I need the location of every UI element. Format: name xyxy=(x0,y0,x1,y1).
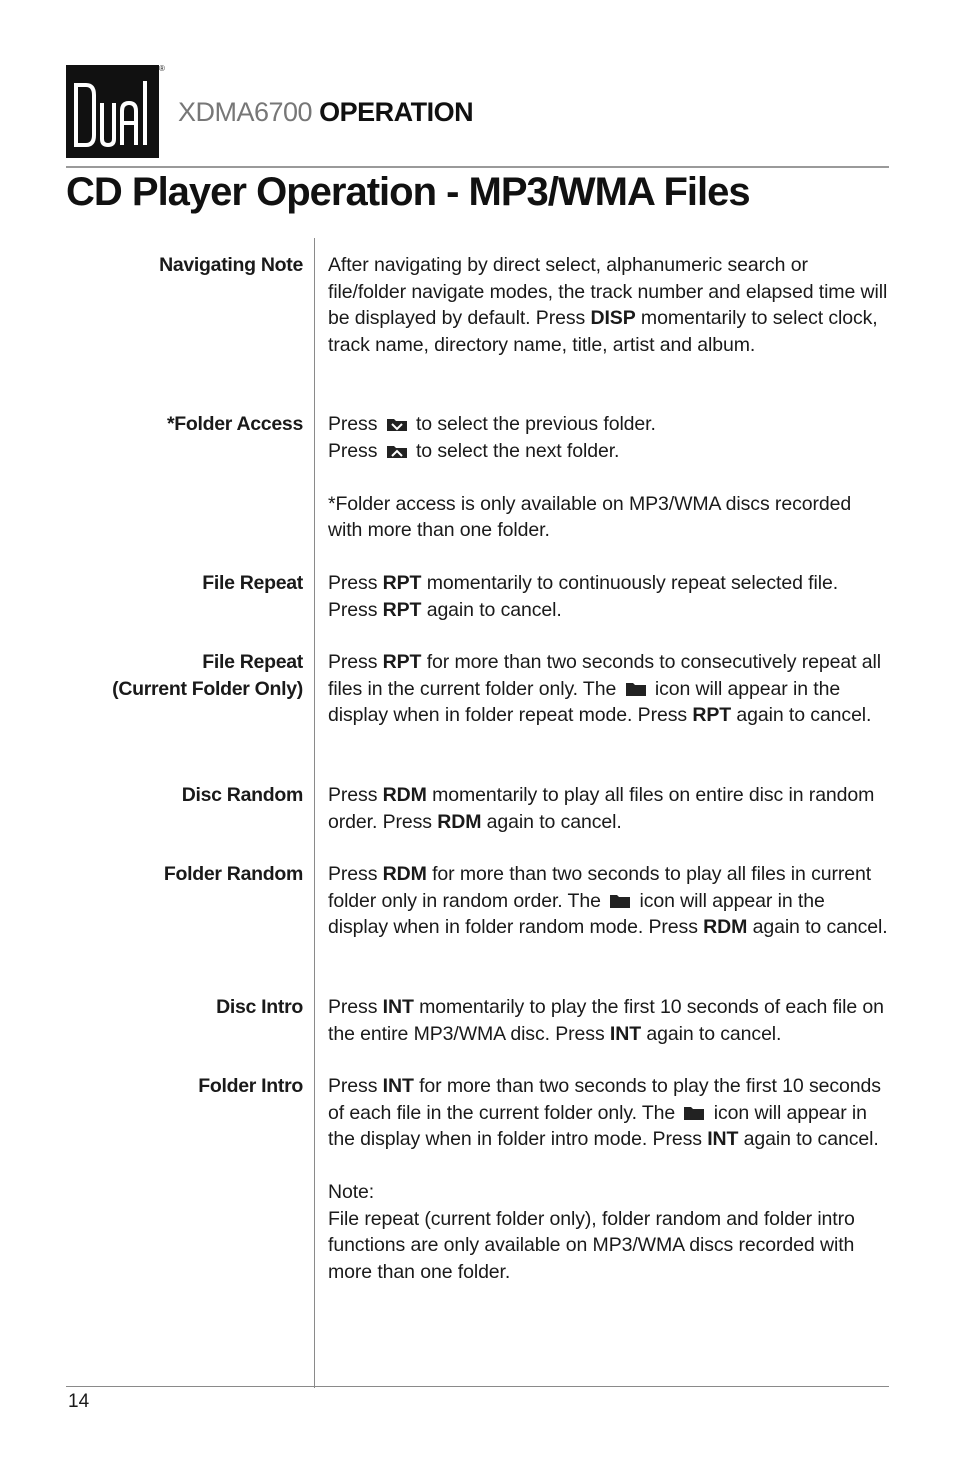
text-fragment: to select the previous folder. xyxy=(410,413,656,435)
text-file-repeat xyxy=(328,570,888,623)
text-disc-intro xyxy=(328,994,888,1047)
key-int: INT xyxy=(382,1075,414,1097)
text-fragment: Press xyxy=(328,651,383,673)
text-fragment: Press xyxy=(328,598,383,621)
text-fragment: Press xyxy=(328,413,383,435)
key-int: INT xyxy=(609,1022,642,1045)
label-disc-intro: Disc Intro xyxy=(216,996,303,1018)
key-rpt: RPT xyxy=(382,651,422,673)
folder-icon xyxy=(683,1105,705,1121)
label-file-repeat-folder xyxy=(112,649,303,702)
folder-icon xyxy=(625,681,647,697)
folder-access-note: *Folder access is only available on MP3/WMA discs recorded with more than one folder. xyxy=(328,492,852,541)
text-fragment: again to cancel. xyxy=(641,1022,782,1045)
label-line: File Repeat xyxy=(202,651,303,673)
folder-up-icon xyxy=(386,443,408,459)
text-fragment: for more than two seconds to consecutively repeat all files in the current folder only. The xyxy=(328,651,881,700)
note-body: File repeat (current folder only), folder random and folder intro functions are only available on MP3/WMA discs recorded with more than one folder. xyxy=(328,1207,855,1283)
text-fragment: again to cancel. xyxy=(747,916,888,938)
text-navigating-note xyxy=(328,252,888,358)
text-fragment: Press xyxy=(328,572,383,594)
text-fragment: momentarily to select clock, track name, directory name, title, artist and album. xyxy=(328,307,878,356)
key-int: INT xyxy=(707,1128,739,1150)
text-fragment: After navigating by direct select, alphanumeric search or file/folder navigate modes, the track number and elapsed time will be displayed by default. Press xyxy=(328,254,888,329)
text-disc-random xyxy=(328,782,888,835)
key-rdm: RDM xyxy=(437,810,482,833)
text-fragment: icon will appear in the display when in folder intro mode. Press xyxy=(328,1101,867,1150)
text-folder-access xyxy=(328,411,888,544)
label-file-repeat: File Repeat xyxy=(202,572,303,594)
registered-mark: ® xyxy=(159,64,165,73)
key-rpt: RPT xyxy=(692,704,732,726)
column-divider xyxy=(314,238,315,1388)
text-folder-random xyxy=(328,861,888,941)
text-file-repeat-folder xyxy=(328,649,888,729)
label-navigating-note: Navigating Note xyxy=(159,254,303,276)
text-fragment: again to cancel. xyxy=(731,704,872,726)
note-heading: Note: xyxy=(328,1181,375,1203)
dual-logo xyxy=(66,65,159,158)
page-number: 14 xyxy=(68,1391,90,1412)
page-title: CD Player Operation - MP3/WMA Files xyxy=(66,170,750,214)
header-rule xyxy=(66,166,889,168)
text-fragment: momentarily to play all files on entire disc in random order. Press xyxy=(328,784,875,833)
text-fragment: to select the next folder. xyxy=(410,439,620,462)
dual-logo-graphic xyxy=(66,65,159,158)
label-line: (Current Folder Only) xyxy=(112,677,303,700)
key-rpt: RPT xyxy=(382,572,422,594)
text-fragment: icon will appear in the display when in folder random mode. Press xyxy=(328,889,825,938)
text-fragment: Press xyxy=(328,863,383,885)
key-rdm: RDM xyxy=(703,916,748,938)
section-name: OPERATION xyxy=(319,97,474,127)
key-disp: DISP xyxy=(590,307,636,329)
label-folder-random: Folder Random xyxy=(163,863,303,885)
text-fragment: again to cancel. xyxy=(481,810,622,833)
key-rpt: RPT xyxy=(382,598,422,621)
text-fragment: Press xyxy=(328,1075,383,1097)
key-int: INT xyxy=(382,996,414,1018)
key-rdm: RDM xyxy=(382,863,427,885)
label-folder-intro: Folder Intro xyxy=(198,1075,303,1097)
text-folder-intro xyxy=(328,1073,888,1285)
text-fragment: momentarily to continuously repeat selected file. xyxy=(421,572,839,594)
text-fragment: icon will appear in the display when in folder repeat mode. Press xyxy=(328,677,841,726)
key-rdm: RDM xyxy=(382,784,427,806)
folder-icon xyxy=(609,893,631,909)
text-fragment: momentarily to play the first 10 seconds of each file on the entire MP3/WMA disc. Press xyxy=(328,996,884,1045)
text-fragment: Press xyxy=(328,996,383,1018)
text-fragment: for more than two seconds to play the first 10 seconds of each file in the current folder only. The xyxy=(328,1075,881,1124)
text-fragment: again to cancel. xyxy=(421,598,562,621)
text-fragment: Press xyxy=(328,439,383,462)
label-disc-random: Disc Random xyxy=(181,784,303,806)
folder-down-icon xyxy=(386,416,408,432)
label-folder-access: *Folder Access xyxy=(167,413,303,435)
text-fragment: again to cancel. xyxy=(738,1128,879,1150)
model-number: XDMA6700 xyxy=(178,97,313,127)
footer-rule xyxy=(66,1386,889,1387)
text-fragment: for more than two seconds to play all files in current folder only in random order. The xyxy=(328,863,872,912)
text-fragment: Press xyxy=(328,784,383,806)
header-title xyxy=(178,97,473,128)
